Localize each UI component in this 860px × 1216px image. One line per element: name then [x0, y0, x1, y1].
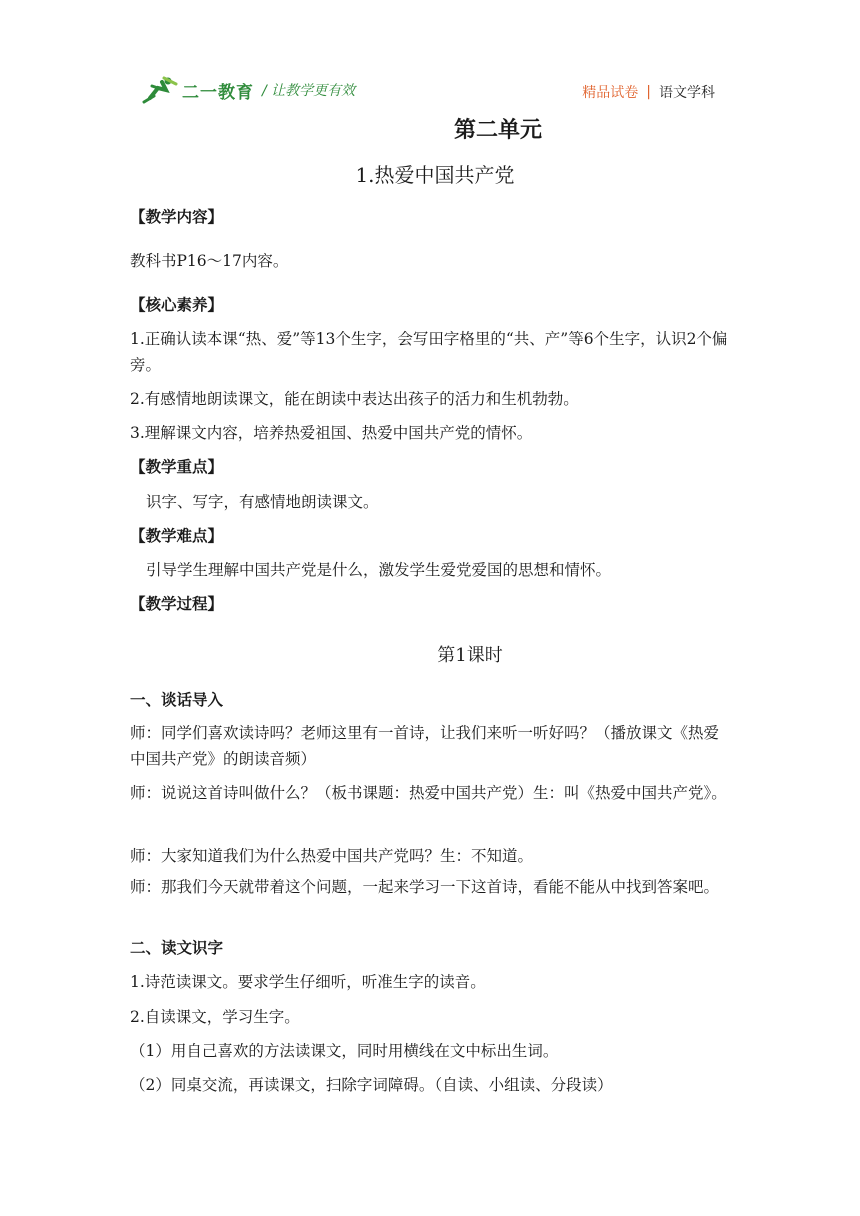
session-title: 第1课时: [437, 645, 503, 666]
lesson-title: 1.热爱中国共产党: [355, 163, 515, 187]
runner-logo-icon: [140, 76, 180, 104]
header-separator: |: [646, 84, 651, 100]
core-heading: 【核心素养】: [130, 296, 224, 314]
part2-paragraph-2: 2.自读课文，学习生字。: [130, 1008, 300, 1026]
part1-paragraph-1: 师：同学们喜欢读诗吗？老师这里有一首诗，让我们来听一听好吗？（播放课文《热爱中国共产党》的朗读音频）: [130, 724, 720, 768]
logo-text: 二一教育: [182, 82, 254, 103]
core-item-3: 3.理解课文内容，培养热爱祖国、热爱中国共产党的情怀。: [130, 424, 533, 442]
part1-paragraph-3: 师：大家知道我们为什么热爱中国共产党吗？生：不知道。: [130, 847, 534, 865]
subject-label: 语文学科: [659, 85, 715, 101]
difficulty-heading: 【教学难点】: [130, 527, 224, 545]
key-heading: 【教学重点】: [130, 458, 224, 476]
exam-label: 精品试卷: [582, 85, 639, 101]
part1-paragraph-4: 师：那我们今天就带着这个问题，一起来学习一下这首诗，看能不能从中找到答案吧。: [130, 878, 720, 896]
part2-paragraph-3: （1）用自己喜欢的方法读课文，同时用横线在文中标出生词。: [130, 1042, 559, 1060]
process-heading: 【教学过程】: [130, 595, 224, 613]
slogan: / 让教学更有效: [262, 83, 356, 99]
content-text: 教科书P16～17内容。: [130, 252, 289, 270]
part2-heading: 二、读文识字: [130, 939, 224, 957]
core-item-2: 2.有感情地朗读课文，能在朗读中表达出孩子的活力和生机勃勃。: [130, 390, 579, 408]
unit-title: 第二单元: [453, 118, 542, 143]
brand-logo: [140, 76, 355, 104]
part2-paragraph-4: （2）同桌交流，再读课文，扫除字词障碍。（自读、小组读、分段读）: [130, 1076, 613, 1094]
difficulty-text: 引导学生理解中国共产党是什么，激发学生爱党爱国的思想和情怀。: [146, 561, 612, 579]
part1-heading: 一、谈话导入: [130, 691, 224, 709]
core-item-1: 1.正确认读本课“热、爱”等13个生字，会写田字格里的“共、产”等6个生字，认识2个偏旁。: [130, 330, 728, 374]
part2-paragraph-1: 1.诗范读课文。要求学生仔细听，听准生字的读音。: [130, 973, 486, 991]
header-tags: [582, 82, 715, 102]
key-text: 识字、写字，有感情地朗读课文。: [146, 493, 379, 511]
page-header: [140, 72, 715, 108]
part1-paragraph-2: 师：说说这首诗叫做什么？（板书课题：热爱中国共产党）生：叫《热爱中国共产党》。: [130, 784, 727, 802]
content-heading: 【教学内容】: [130, 208, 224, 226]
